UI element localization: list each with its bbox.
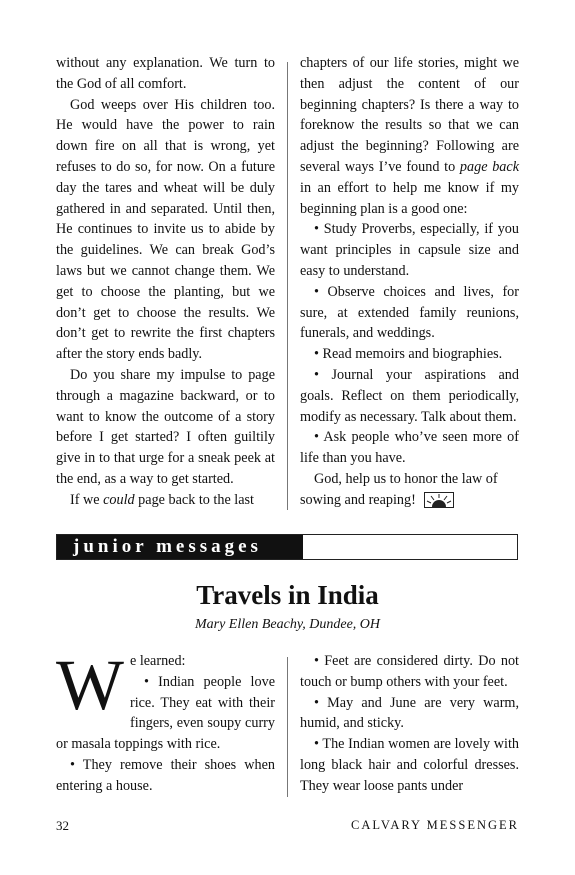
bullet-item: • Read memoirs and biographies. (314, 346, 503, 363)
bullet-item: • May and June are very warm, humid, and sticky. (300, 694, 519, 732)
closing-text: God, help us to honor the law of sowing and reaping! (300, 470, 498, 508)
article-byline: Mary Ellen Beachy, Dundee, OH (194, 617, 381, 632)
paragraph: e learned: (129, 653, 186, 669)
page-number: 32 (56, 818, 69, 833)
paragraph (56, 490, 275, 511)
text-run: If we (70, 491, 104, 508)
paragraph: God weeps over His children too. He would have the power to rain down fire on all that is wrong, yet refuses to do so, for now. On a future day the tares and wheat will be duly gathered in and separated. Until then, He continues to invite us to abide by the guidelines. We can break God’s laws but we cannot change them. We get to choose the planting, but we don’t get to choose the results. We don’t get to rewrite the first chapters after the story ends badly. (56, 96, 275, 363)
publication-name: CALVARY MESSENGER (351, 818, 519, 832)
bottom-left-column (56, 645, 275, 797)
top-right-column (300, 53, 519, 511)
drop-cap: W (56, 645, 124, 725)
section-header (56, 534, 518, 560)
bullet-item: • Indian people love rice. They eat with their fingers, even soupy curry or masala toppings with rice. (56, 673, 275, 753)
text-run: page back to the last (134, 491, 254, 508)
section-label: junior messages (57, 535, 303, 559)
emphasis-text: could (103, 491, 135, 508)
closing-paragraph (300, 469, 519, 511)
article-title: Travels in India (196, 580, 379, 610)
bullet-item: • Observe choices and lives, for sure, at extended family reunions, funerals, and weddings. (300, 283, 519, 342)
column-divider (287, 62, 288, 510)
bullet-item: • They remove their shoes when entering a house. (56, 756, 275, 794)
bottom-right-column (300, 651, 519, 797)
bullet-item: • The Indian women are lovely with long black hair and colorful dresses. They wear loose pants under (300, 736, 519, 794)
paragraph: without any explanation. We turn to the God of all comfort. (56, 55, 275, 92)
text-run: in an effort to help me know if my beginning plan is a good one: (300, 179, 519, 217)
bullet-item: • Journal your aspirations and goals. Reflect on them periodically, modify as necessary. Talk about them. (300, 366, 519, 425)
bullet-item: • Ask people who’ve seen more of life than you have. (300, 429, 519, 467)
paragraph (300, 53, 519, 219)
sunrise-end-mark-icon (424, 492, 454, 508)
bullet-item: • Feet are considered dirty. Do not touch or bump others with your feet. (300, 653, 519, 690)
bullet-item: • Study Proverbs, especially, if you want principles in capsule size and easy to understand. (300, 221, 519, 279)
top-left-column (56, 53, 275, 511)
text-run: chapters of our life stories, might we then adjust the content of our beginning chapters? Is there a way to foreknow the results so that we can adjust the beginning? Following are several ways I’ve found to (300, 55, 519, 175)
column-divider (287, 657, 288, 797)
paragraph: Do you share my impulse to page through a magazine backward, or to want to know the outcome of a story before I get started? I often guiltily give in to that urge for a sneak peek at the end, as a way to get started. (56, 366, 275, 487)
emphasis-text: page back (459, 158, 519, 175)
